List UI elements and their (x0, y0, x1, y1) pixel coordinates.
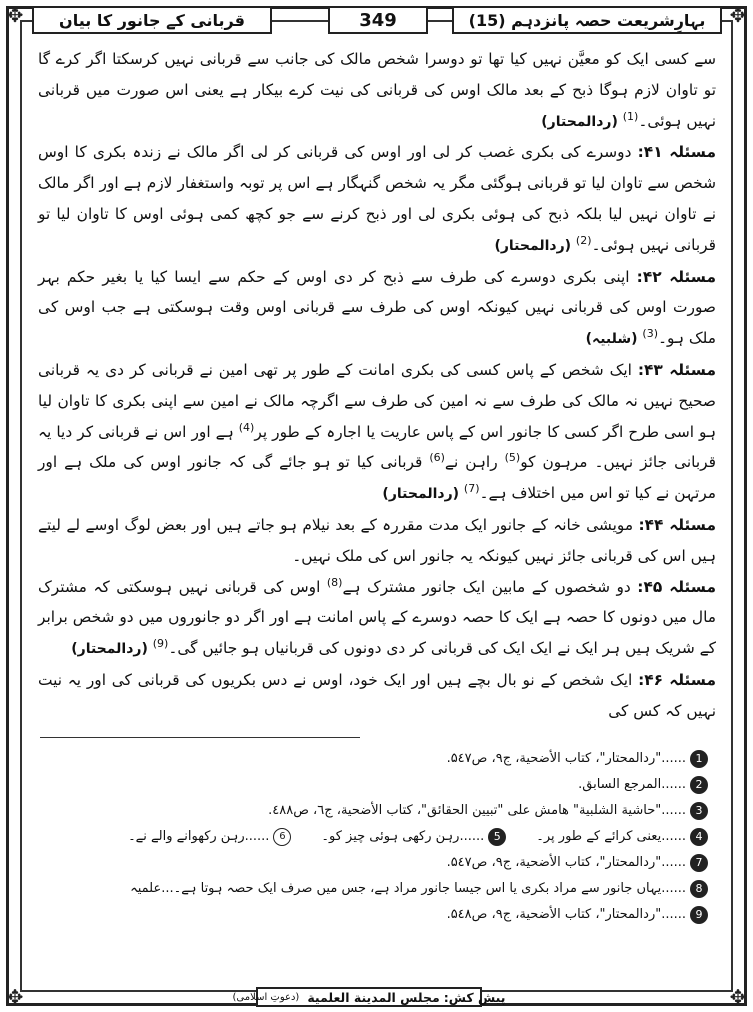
footnote-row (28, 904, 708, 926)
footnote-row (28, 878, 708, 900)
paragraph (38, 510, 716, 572)
paragraph (38, 44, 716, 137)
paragraph (38, 665, 716, 727)
footnote-number: 2 (690, 776, 708, 794)
footnote-number: 8 (690, 880, 708, 898)
masala-label: مسئلہ ۴۱: (637, 143, 716, 162)
footnote-number: 9 (690, 906, 708, 924)
masala-label: مسئلہ ۴۳: (637, 360, 716, 379)
corner-ornament-icon: ✥ (6, 985, 24, 1009)
footnote-text: ......رہن رکھوانے والے نے۔ (128, 829, 270, 844)
footnote-text: ......"حاشیة الشلبیة" ھامش علی "تبیین الحقائق"، کتاب الأضحیة، ج٦، ص٤٨٨. (268, 803, 686, 818)
footnote-number: 1 (690, 750, 708, 768)
paragraph (38, 137, 716, 261)
header-chapter-title: قربانی کے جانور کا بیان (32, 6, 272, 34)
footnote-marker: (4) (238, 420, 255, 434)
paragraph (38, 572, 716, 665)
footnote-marker: (9) (152, 637, 169, 651)
corner-ornament-icon: ✥ (729, 3, 747, 27)
paragraph-text: قربانی کیا تو ہو جائے گی کہ جانور اوس کی ملک ہے اور مرتہن نے کیا تو اس میں اختلاف ہے۔ (38, 453, 716, 503)
paragraph (38, 262, 716, 355)
source-reference: (شلبیہ) (585, 331, 643, 348)
source-reference: (ردالمحتار) (382, 486, 464, 503)
publisher-bar (232, 987, 506, 1007)
publisher-suffix: (دعوتِ اسلامی) (232, 991, 300, 1003)
footnote-marker: (1) (622, 109, 639, 123)
paragraph-text: مویشی خانہ کے جانور ایک مدت مقررہ کے بعد نیلام ہو جاتے ہیں اور بعض لوگ اوسے لے لیتے ہیں اس کی قربانی جائز نہیں کیونکہ یہ جانور اس کی ملک نہیں۔ (38, 515, 716, 565)
source-reference: (ردالمحتار) (71, 641, 153, 658)
footnote-row (28, 748, 708, 770)
footnote-number: 5 (488, 828, 506, 846)
footnote-text: ......"ردالمحتار"، کتاب الأضحیة، ج۹، ص۵٤۷. (446, 751, 686, 766)
masala-label: مسئلہ ۴۴: (638, 515, 716, 534)
footnote-marker: (8) (326, 575, 343, 589)
page-number: 349 (328, 6, 428, 34)
footnote-text: ......یعنی کرائے کے طور پر۔ (536, 829, 686, 844)
footnote-row (28, 852, 708, 874)
footnote-separator (40, 737, 360, 738)
footnote-marker: (3) (642, 327, 658, 341)
source-reference: (ردالمحتار) (494, 237, 576, 254)
footnote-text: ......المرجع السابق. (578, 777, 686, 792)
footnote-number: 4 (690, 828, 708, 846)
footnote-text: ......رہن رکھی ہوئی چیز کو۔ (321, 829, 485, 844)
footnote-marker: (5) (504, 451, 521, 465)
paragraph-text: ہے اور اس نے قربانی کر دیا یہ قربانی جائز نہیں۔ مرہون کو (38, 422, 717, 472)
footnote-row (28, 800, 708, 822)
footnote-marker: (7) (463, 482, 480, 496)
publisher-name: مجلس المدینة العلمیة (307, 989, 440, 1005)
footnote-number: 3 (690, 802, 708, 820)
source-reference: (ردالمحتار) (541, 113, 623, 130)
paragraph-text: اوس کی قربانی نہیں ہوسکتی کہ مشترک مال میں دونوں کا حصہ ہے ایک کا حصہ دوسرے کے پاس امانت ہے اور اگر دو جانوروں میں دو شخص برابر کے شریک ہیں ہر ایک نے ایک ایک کی قربانی کر دی دونوں کی قربانیاں ہو جائیں گی۔ (38, 577, 716, 658)
footnote-text: ......"ردالمحتار"، کتاب الأضحیة، ج۹، ص۵٤۸. (446, 907, 686, 922)
paragraph-text: دوسرے کی بکری غصب کر لی اور اوس کی قربانی کر لی اگر مالک نے زندہ بکری کا اوس شخص سے تاوان لیا تو قربانی ہوگئی مگر یہ شخص گنہگار ہے اس پر توبہ واستغفار لازم ہے اور اگر مالک نے تاوان نہیں لیا بلکہ ذبح کی ہوئی بکری لی اور ذبح کرنے سے جو کچھ کمی ہوئی اوس کا تاوان لیا تو قربانی نہیں ہوئی۔ (38, 143, 716, 254)
paragraph (38, 355, 716, 510)
footnote-text: ......یہاں جانور سے مراد بکری یا اس جیسا جانور مراد ہے، جس میں صرف ایک حصہ ہوتا ہے۔...علمیہ (130, 881, 686, 896)
paragraph-text: راہن نے (444, 453, 505, 472)
paragraph-text: دو شخصوں کے مابین ایک جانور مشترک ہے (342, 577, 638, 596)
footnote-row (28, 774, 708, 796)
masala-label: مسئلہ ۴۶: (638, 670, 717, 689)
paragraph-text: سے کسی ایک کو معیَّن نہیں کیا تھا تو دوسرا شخص مالک کی جانب سے قربانی نہیں کرسکتا اگر کرے گا تو تاوان لازم ہوگا ذبح کے بعد مالک اوس کی قربانی کی نیت کرے بیکار ہے یعنی اس صورت میں قربانی نہیں ہوئی۔ (38, 50, 716, 130)
main-text (38, 44, 716, 727)
footnote-marker: (2) (575, 233, 592, 247)
footnote-number: 6 (273, 828, 291, 846)
corner-ornament-icon: ✥ (729, 985, 747, 1009)
paragraph-text: اپنی بکری دوسرے کی طرف سے ذبح کر دی اوس کے حکم سے ایسا کیا یا بغیر حکم بہر صورت اوس کی قربانی نہیں کیونکہ اوس کی طرف سے قربانی اوس وقت ہوسکتی ہے جب اوس کی ملک ہو۔ (38, 267, 716, 348)
masala-label: مسئلہ ۴۲: (636, 267, 716, 286)
footnote-marker: (6) (429, 451, 445, 465)
footnote-number: 7 (690, 854, 708, 872)
footnote-row (28, 826, 708, 848)
paragraph-text: ایک شخص کے پاس کسی کی بکری امانت کے طور پر تھی امین نے قربانی کر دی یہ قربانی صحیح نہیں نہ مالک کی طرف سے نہ امین کی طرف سے اگرچہ مالک نے امین سے اپنی بکری کا تاوان لیا ہو اسی طرح اگر کسی کا جانور اس کے پاس عاریت یا اجارہ کے طور پر (38, 360, 716, 441)
header-book-title: بہارِشریعت حصہ پانزدہم (15) (452, 6, 722, 34)
footnote-text: ......"ردالمحتار"، کتاب الأضحیة، ج۹، ص۵٤۷. (446, 855, 686, 870)
corner-ornament-icon: ✥ (6, 3, 24, 27)
masala-label: مسئلہ ۴۵: (637, 577, 716, 596)
publisher-prefix: پیش کش: (443, 989, 506, 1005)
paragraph-text: ایک شخص کے نو بال بچے ہیں اور ایک خود، اوس نے دس بکریوں کی قربانی کی اور یہ نیت نہیں کہ کس کی (38, 670, 716, 720)
